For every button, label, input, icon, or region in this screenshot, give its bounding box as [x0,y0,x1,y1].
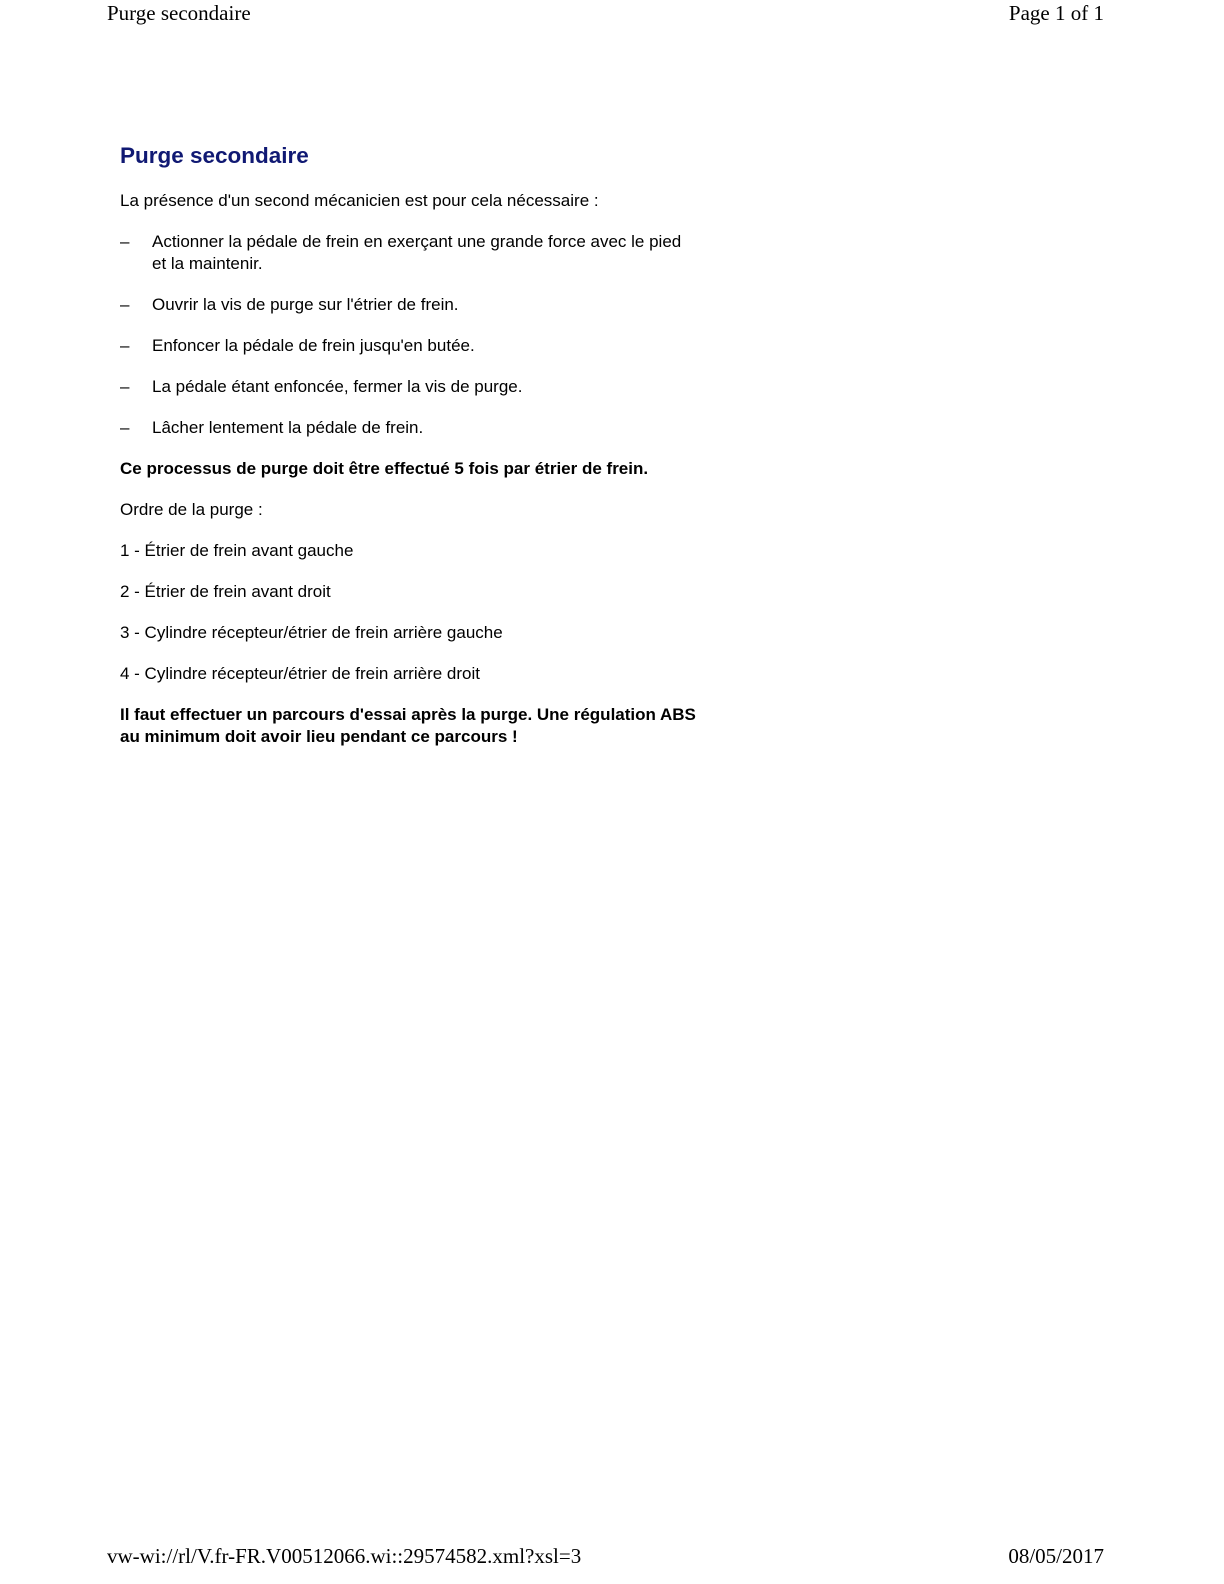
step-text: Ouvrir la vis de purge sur l'étrier de frein. [152,295,459,314]
dash-marker: – [120,418,130,437]
order-item: 3 - Cylindre récepteur/étrier de frein arrière gauche [120,623,503,642]
list-item [120,231,700,275]
list-item [120,294,700,316]
order-label: Ordre de la purge : [120,500,263,519]
step-text: Actionner la pédale de frein en exerçant une grande force avec le pied et la maintenir. [152,232,682,273]
print-date: 08/05/2017 [1008,1544,1104,1568]
order-item: 4 - Cylindre récepteur/étrier de frein arrière droit [120,664,480,683]
dash-marker: – [120,377,130,396]
dash-marker: – [120,232,130,251]
source-url: vw-wi://rl/V.fr-FR.V00512066.wi::29574582.xml?xsl=3 [107,1544,582,1568]
steps-list [120,231,700,439]
step-text: Lâcher lentement la pédale de frein. [152,418,424,437]
print-footer [107,1543,1104,1569]
document-content [120,141,700,767]
repeat-note: Ce processus de purge doit être effectué 5 fois par étrier de frein. [120,459,649,478]
list-item [120,376,700,398]
page-number: Page 1 of 1 [1008,1,1104,25]
list-item [120,417,700,439]
intro-text: La présence d'un second mécanicien est pour cela nécessaire : [120,191,599,210]
document-title: Purge secondaire [120,143,309,168]
order-item: 1 - Étrier de frein avant gauche [120,541,354,560]
order-item: 2 - Étrier de frein avant droit [120,582,331,601]
print-header [107,0,1104,26]
dash-marker: – [120,295,130,314]
step-text: La pédale étant enfoncée, fermer la vis de purge. [152,377,523,396]
list-item [120,335,700,357]
step-text: Enfoncer la pédale de frein jusqu'en butée. [152,336,475,355]
dash-marker: – [120,336,130,355]
final-note: Il faut effectuer un parcours d'essai après la purge. Une régulation ABS au minimum doit avoir lieu pendant ce parcours ! [120,705,696,746]
header-title: Purge secondaire [107,1,251,25]
